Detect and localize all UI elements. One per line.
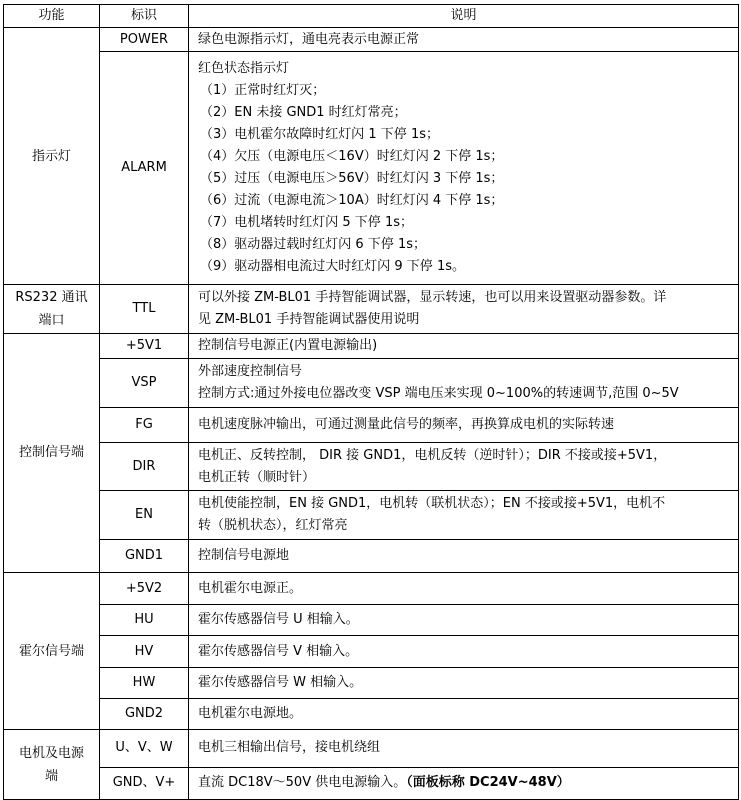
alarm-line: （1）正常时红灯灭； — [200, 83, 326, 99]
group-rs232-line: RS232 通讯 — [15, 290, 88, 306]
signal-power: POWER — [100, 28, 189, 52]
desc-line: 控制方式:通过外接电位器改变 VSP 端电压来实现 0~100%的转速调节,范围 0~5V — [198, 385, 679, 401]
signal-gnd-vplus: GND、V+ — [100, 767, 189, 799]
table-row — [4, 333, 739, 358]
alarm-line: （3）电机霍尔故障时红灯闪 1 下停 1s； — [200, 127, 439, 143]
desc-line: 电机使能控制，EN 接 GND1，电机转（联机状态）；EN 不接或接+5V1，电机不 — [198, 495, 666, 511]
desc-hv: 霍尔传感器信号 V 相输入。 — [189, 636, 739, 667]
desc-hw: 霍尔传感器信号 W 相输入。 — [189, 667, 739, 698]
pinout-table — [3, 4, 739, 800]
desc-en — [189, 491, 739, 539]
desc-alarm — [189, 52, 739, 285]
group-rs232 — [4, 285, 100, 333]
desc-power: 绿色电源指示灯，通电亮表示电源正常 — [189, 28, 739, 52]
table-row — [4, 52, 739, 285]
desc-line: 转（脱机状态），红灯常亮 — [198, 517, 348, 533]
desc-fg: 电机速度脉冲输出，可通过测量此信号的频率，再换算成电机的实际转速 — [189, 407, 739, 442]
table-row — [4, 572, 739, 604]
signal-hu: HU — [100, 605, 189, 636]
table-row — [4, 285, 739, 333]
signal-gnd1: GND1 — [100, 539, 189, 572]
table-row — [4, 605, 739, 636]
desc-line: 外部速度控制信号 — [198, 363, 303, 379]
group-motor — [4, 730, 100, 800]
table-row — [4, 667, 739, 698]
desc-5v2: 电机霍尔电源正。 — [189, 572, 739, 604]
panel-rating-note: （面板标称 DC24V~48V） — [406, 775, 570, 791]
header-function: 功能 — [4, 5, 100, 28]
alarm-line: （9）驱动器相电流过大时红灯闪 9 下停 1s。 — [200, 259, 465, 275]
header-description: 说明 — [189, 5, 739, 28]
group-motor-line: 端 — [44, 768, 58, 784]
signal-fg: FG — [100, 407, 189, 442]
signal-alarm: ALARM — [100, 52, 189, 285]
table-row — [4, 539, 739, 572]
table-row — [4, 28, 739, 52]
signal-hv: HV — [100, 636, 189, 667]
alarm-line: （8）驱动器过载时红灯闪 6 下停 1s； — [200, 237, 426, 253]
desc-uvw: 电机三相输出信号，接电机绕组 — [189, 730, 739, 767]
desc-power-input — [189, 767, 739, 799]
desc-line: 电机正、反转控制， DIR 接 GND1，电机反转（逆时针）；DIR 不接或接+5V1， — [198, 447, 667, 463]
signal-en: EN — [100, 491, 189, 539]
desc-ttl — [189, 285, 739, 333]
table-row — [4, 636, 739, 667]
desc-dir — [189, 442, 739, 490]
table-row — [4, 699, 739, 730]
desc-vsp — [189, 359, 739, 407]
desc-hu: 霍尔传感器信号 U 相输入。 — [189, 605, 739, 636]
signal-dir: DIR — [100, 442, 189, 490]
signal-5v2: +5V2 — [100, 572, 189, 604]
group-indicator: 指示灯 — [4, 28, 100, 285]
table-row — [4, 359, 739, 407]
signal-5v1: +5V1 — [100, 333, 189, 358]
alarm-line: （2）EN 未接 GND1 时红灯常亮； — [200, 105, 407, 121]
signal-ttl: TTL — [100, 285, 189, 333]
desc-line: 见 ZM-BL01 手持智能调试器使用说明 — [198, 312, 420, 328]
group-rs232-line: 端口 — [38, 313, 65, 329]
group-hall: 霍尔信号端 — [4, 572, 100, 729]
alarm-line: （6）过流（电源电流＞10A）时红灯闪 4 下停 1s； — [200, 193, 504, 209]
table-row — [4, 407, 739, 442]
alarm-line: （7）电机堵转时红灯闪 5 下停 1s； — [200, 215, 413, 231]
alarm-line: （5）过压（电源电压＞56V）时红灯闪 3 下停 1s； — [200, 171, 504, 187]
signal-hw: HW — [100, 667, 189, 698]
desc-gnd1: 控制信号电源地 — [189, 539, 739, 572]
table-row — [4, 767, 739, 799]
header-signal: 标识 — [100, 5, 189, 28]
group-motor-line: 电机及电源 — [18, 745, 84, 761]
power-input-text: 直流 DC18V～50V 供电电源输入。 — [198, 775, 407, 791]
alarm-line: （4）欠压（电源电压＜16V）时红灯闪 2 下停 1s； — [200, 149, 504, 165]
alarm-line: 红色状态指示灯 — [198, 61, 290, 77]
table-row — [4, 730, 739, 767]
group-control: 控制信号端 — [4, 333, 100, 572]
header-row — [4, 5, 739, 28]
table-row — [4, 442, 739, 490]
desc-line: 电机正转（顺时针） — [198, 469, 316, 485]
desc-line: 可以外接 ZM-BL01 手持智能调试器，显示转速，也可以用来设置驱动器参数。详 — [198, 290, 667, 306]
signal-uvw: U、V、W — [100, 730, 189, 767]
signal-vsp: VSP — [100, 359, 189, 407]
signal-gnd2: GND2 — [100, 699, 189, 730]
table-row — [4, 491, 739, 539]
desc-gnd2: 电机霍尔电源地。 — [189, 699, 739, 730]
desc-5v1: 控制信号电源正(内置电源输出) — [189, 333, 739, 358]
